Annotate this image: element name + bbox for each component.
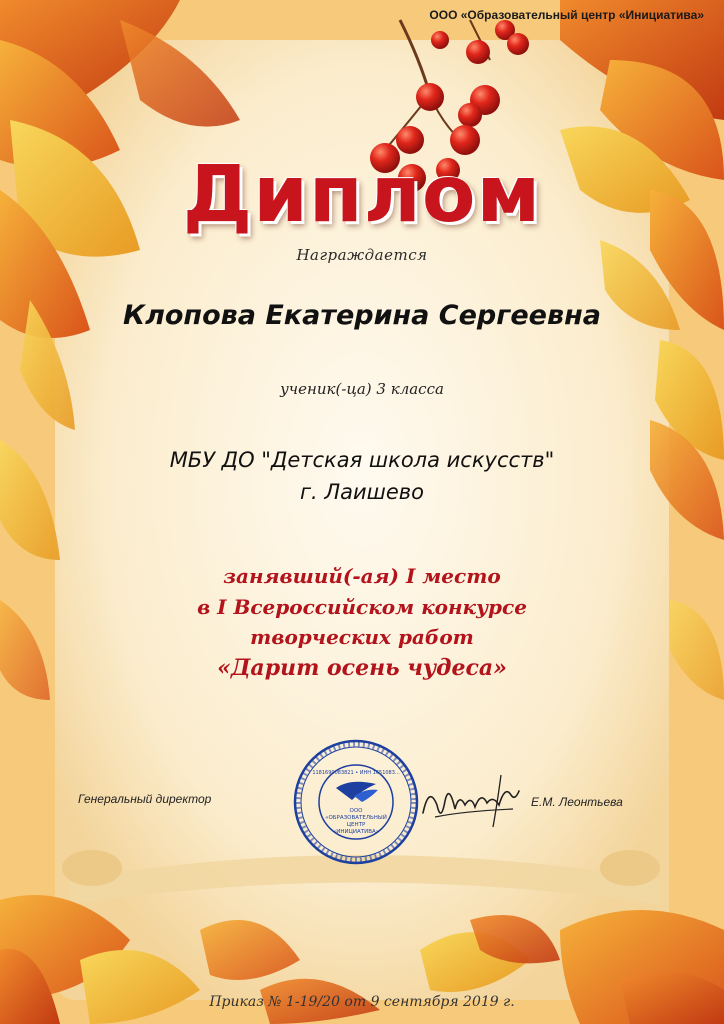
stamp-line-1: ООО bbox=[349, 808, 363, 814]
diploma-title: Диплом bbox=[182, 150, 542, 240]
order-line: Приказ № 1-19/20 от 9 сентября 2019 г. bbox=[209, 994, 515, 1010]
awarded-label: Награждается bbox=[296, 246, 428, 264]
signature bbox=[415, 765, 525, 835]
stamp-line-2: «ОБРАЗОВАТЕЛЬНЫЙ bbox=[325, 815, 387, 821]
signer-name: Е.М. Леонтьева bbox=[531, 795, 623, 809]
grade-line: ученик(-ца) 3 класса bbox=[280, 380, 444, 398]
school-city: г. Лаишево bbox=[299, 480, 425, 504]
recipient-name: Клопова Екатерина Сергеевна bbox=[123, 300, 601, 331]
stamp-numbers: 1181690083821 • ИНН 1651083... bbox=[312, 770, 400, 776]
organization-name: ООО «Образовательный центр «Инициатива» bbox=[429, 8, 704, 22]
school-name: МБУ ДО "Детская школа искусств" bbox=[169, 448, 555, 472]
achievement-category: творческих работ bbox=[250, 625, 474, 649]
director-label: Генеральный директор bbox=[78, 792, 212, 806]
achievement-place: занявший(-ая) I место bbox=[223, 564, 501, 588]
stamp-line-4: «ИНИЦИАТИВА» bbox=[332, 829, 380, 835]
achievement-contest: в I Всероссийском конкурсе bbox=[197, 595, 527, 619]
stamp-line-3: ЦЕНТР bbox=[346, 822, 366, 828]
contest-name: «Дарит осень чудеса» bbox=[217, 655, 507, 681]
organization-stamp bbox=[292, 738, 420, 866]
